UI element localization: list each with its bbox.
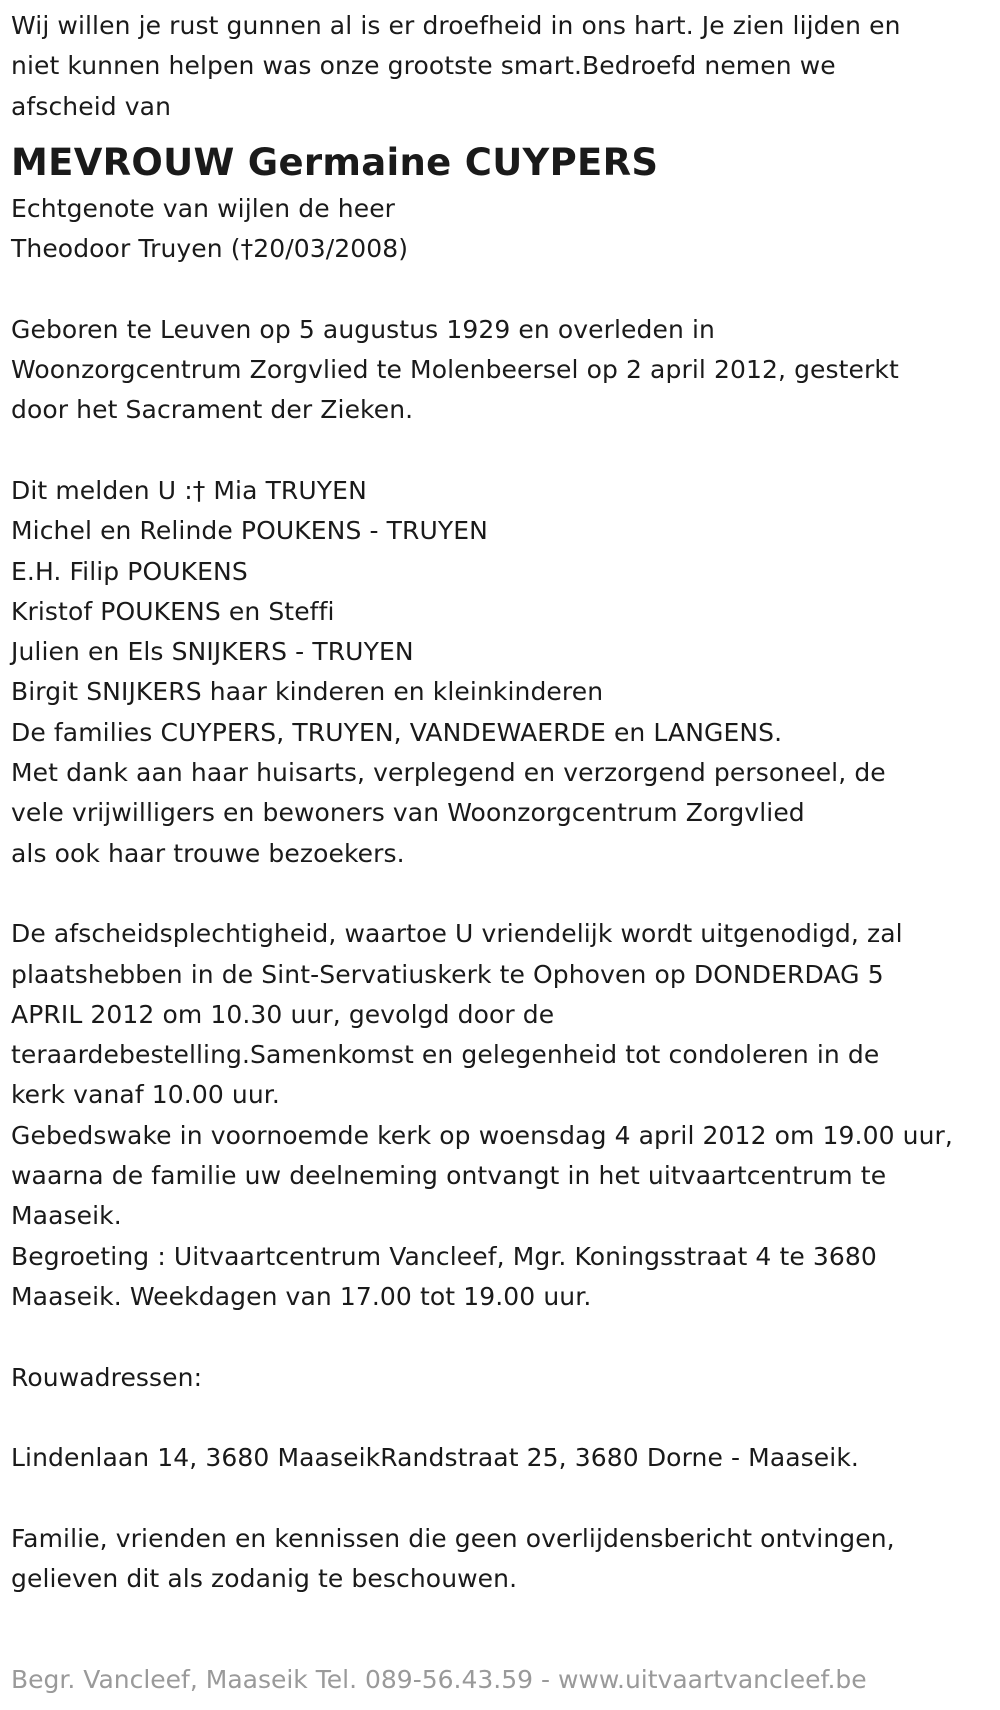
family-line: Met dank aan haar huisarts, verplegend en verzorgend personeel, de bbox=[11, 758, 886, 788]
funeral-home-footer: Begr. Vancleef, Maaseik Tel. 089-56.43.59 - www.uitvaartvancleef.be bbox=[11, 1665, 867, 1694]
ceremony-line: De afscheidsplechtigheid, waartoe U vriendelijk wordt uitgenodigd, zal bbox=[11, 919, 903, 949]
spacer bbox=[11, 1478, 996, 1518]
deceased-name: MEVROUW Germaine CUYPERS bbox=[11, 140, 659, 184]
family-line: als ook haar trouwe bezoekers. bbox=[11, 838, 405, 868]
spacer bbox=[11, 431, 996, 471]
family-line: Dit melden U :† Mia TRUYEN bbox=[11, 475, 367, 505]
addresses-value: Lindenlaan 14, 3680 MaaseikRandstraat 25, 3680 Dorne - Maaseik. bbox=[11, 1443, 859, 1473]
family-line: Birgit SNIJKERS haar kinderen en kleinkinderen bbox=[11, 677, 604, 707]
family-line: Kristof POUKENS en Steffi bbox=[11, 596, 335, 626]
spacer bbox=[11, 269, 996, 309]
ceremony-line: plaatshebben in de Sint-Servatiuskerk te Ophoven op DONDERDAG 5 bbox=[11, 959, 884, 989]
spacer bbox=[11, 874, 996, 914]
intro-line: afscheid van bbox=[11, 91, 172, 121]
family-line: De families CUYPERS, TRUYEN, VANDEWAERDE en LANGENS. bbox=[11, 717, 783, 747]
spouse-line: Echtgenote van wijlen de heer bbox=[11, 193, 396, 223]
ceremony-paragraph bbox=[11, 914, 996, 1317]
addresses-label: Rouwadressen: bbox=[11, 1362, 203, 1392]
birth-death-line: Geboren te Leuven op 5 augustus 1929 en overleden in bbox=[11, 314, 715, 344]
spouse-line: Theodoor Truyen (†20/03/2008) bbox=[11, 234, 409, 264]
family-line: E.H. Filip POUKENS bbox=[11, 556, 248, 586]
ceremony-line: teraardebestelling.Samenkomst en gelegenheid tot condoleren in de bbox=[11, 1040, 880, 1070]
birth-death-line: Woonzorgcentrum Zorgvlied te Molenbeersel op 2 april 2012, gesterkt bbox=[11, 355, 899, 385]
ceremony-line: Gebedswake in voornoemde kerk op woensdag 4 april 2012 om 19.00 uur, bbox=[11, 1120, 953, 1150]
intro-line: Wij willen je rust gunnen al is er droefheid in ons hart. Je zien lijden en bbox=[11, 11, 901, 40]
obituary-notice bbox=[11, 6, 996, 1599]
closing-line: Familie, vrienden en kennissen die geen overlijdensbericht ontvingen, bbox=[11, 1523, 895, 1553]
birth-death-line: door het Sacrament der Zieken. bbox=[11, 395, 414, 425]
intro-paragraph bbox=[11, 6, 996, 127]
ceremony-line: kerk vanaf 10.00 uur. bbox=[11, 1080, 280, 1110]
spacer bbox=[11, 1398, 996, 1438]
ceremony-line: Maaseik. bbox=[11, 1201, 122, 1231]
closing-line: gelieven dit als zodanig te beschouwen. bbox=[11, 1563, 518, 1593]
family-paragraph bbox=[11, 471, 996, 874]
ceremony-line: waarna de familie uw deelneming ontvangt in het uitvaartcentrum te bbox=[11, 1161, 887, 1191]
ceremony-line: Begroeting : Uitvaartcentrum Vancleef, Mgr. Koningsstraat 4 te 3680 bbox=[11, 1241, 877, 1271]
ceremony-line: Maaseik. Weekdagen van 17.00 tot 19.00 uur. bbox=[11, 1281, 592, 1311]
family-line: Julien en Els SNIJKERS - TRUYEN bbox=[11, 637, 414, 667]
spouse-paragraph bbox=[11, 189, 996, 270]
intro-line: niet kunnen helpen was onze grootste smart.Bedroefd nemen we bbox=[11, 51, 836, 81]
family-line: Michel en Relinde POUKENS - TRUYEN bbox=[11, 516, 488, 546]
ceremony-line: APRIL 2012 om 10.30 uur, gevolgd door de bbox=[11, 999, 555, 1029]
birth-death-paragraph bbox=[11, 310, 996, 431]
closing-paragraph bbox=[11, 1519, 996, 1600]
spacer bbox=[11, 1317, 996, 1357]
family-line: vele vrijwilligers en bewoners van Woonzorgcentrum Zorgvlied bbox=[11, 798, 805, 828]
